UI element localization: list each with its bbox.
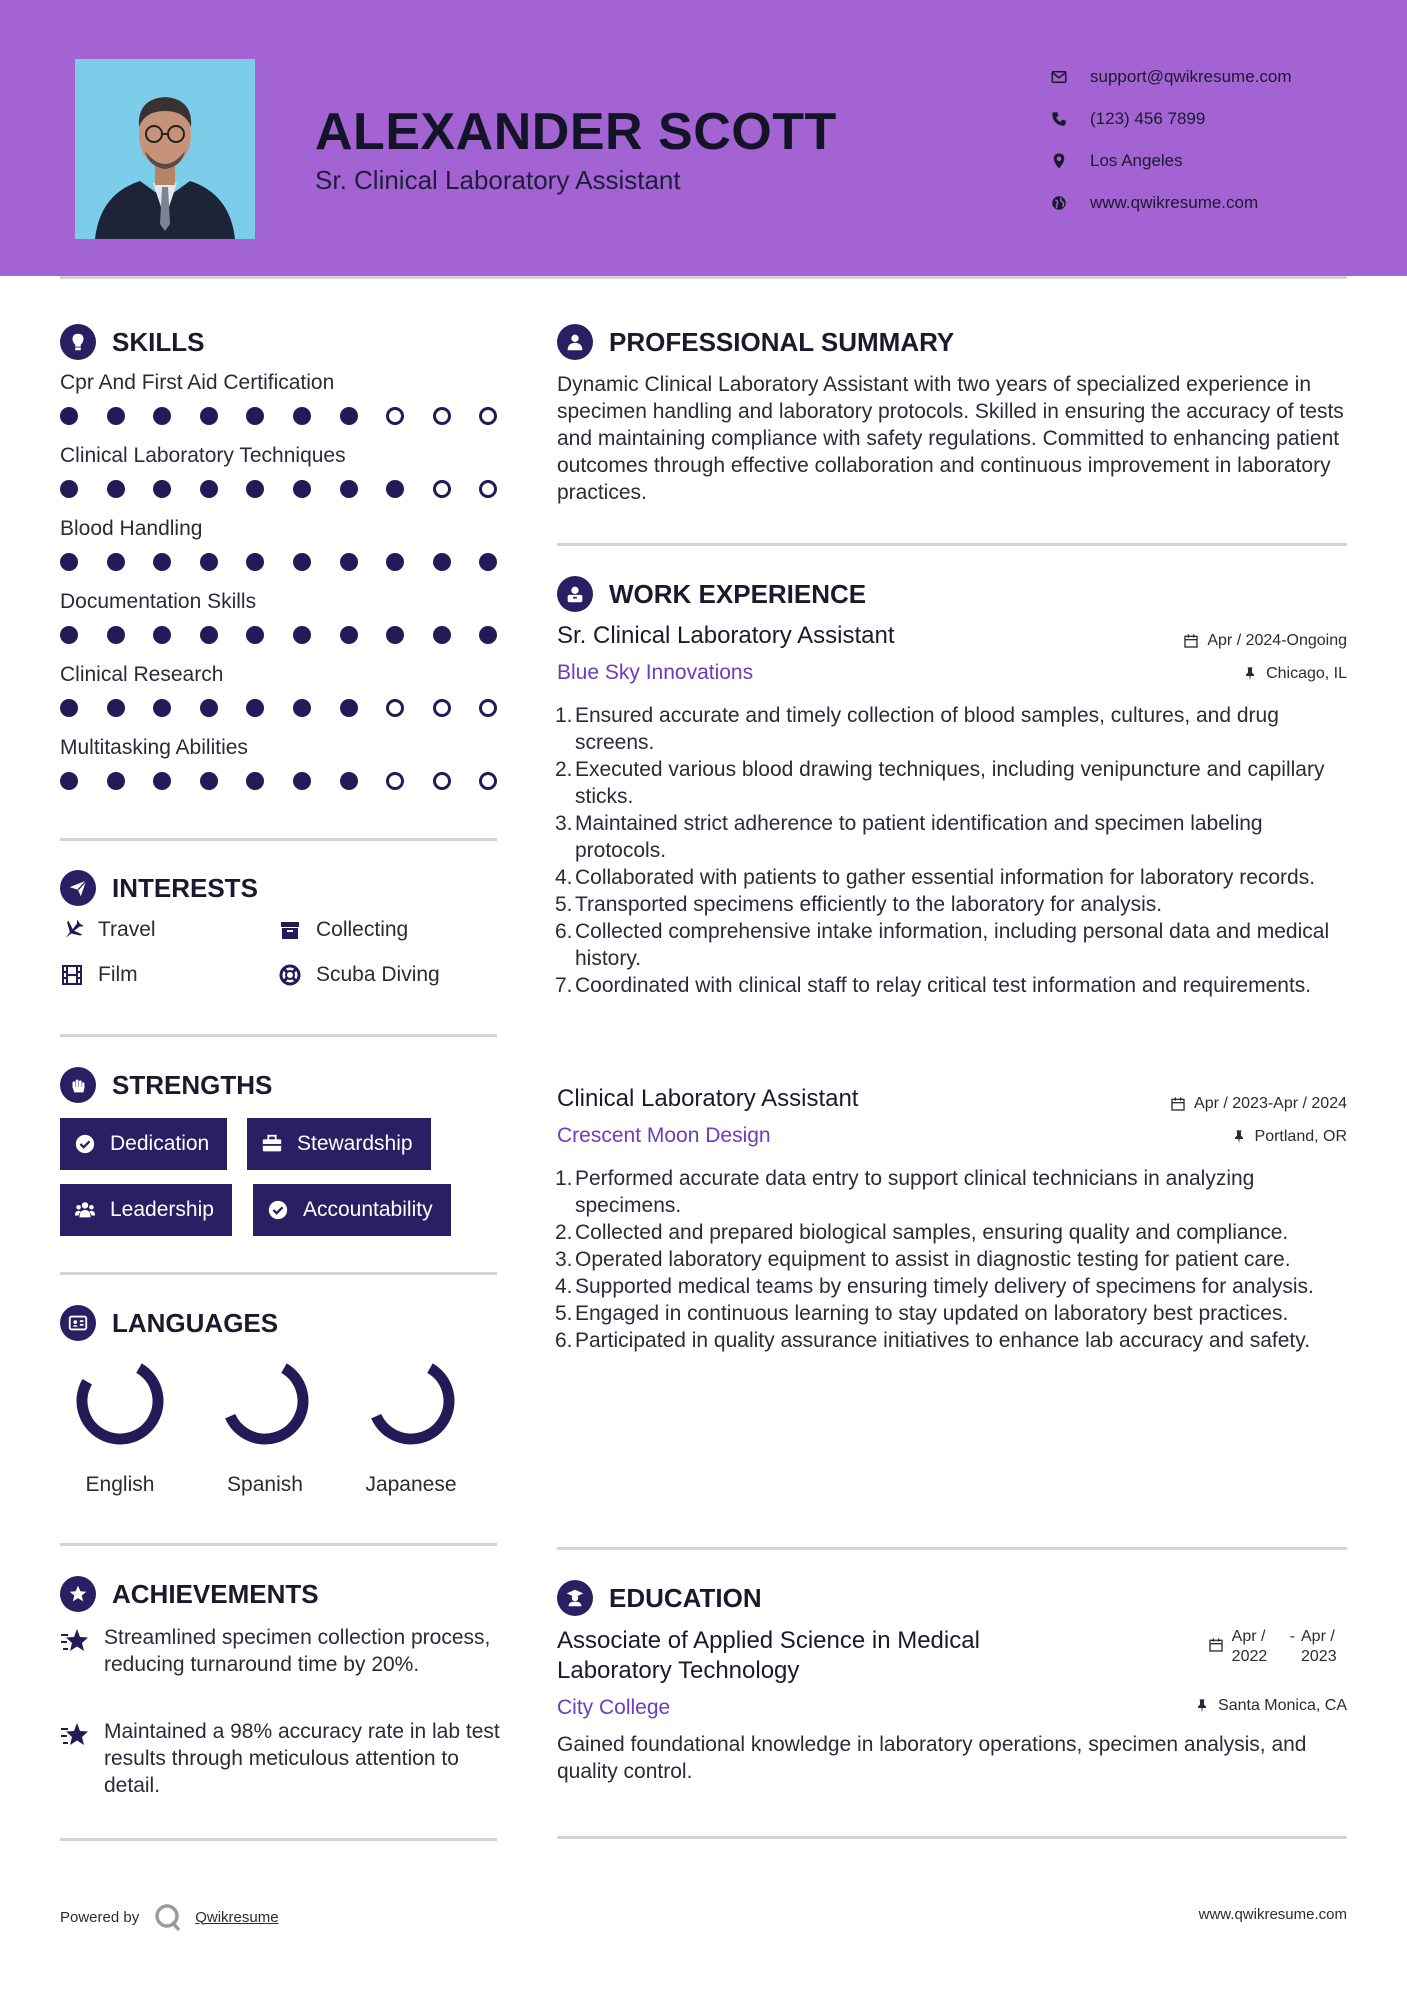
language-name: Japanese bbox=[365, 1473, 457, 1496]
achievement-item: Streamlined specimen collection process, reducing turnaround time by 20%. bbox=[60, 1624, 500, 1678]
skill-dot-filled bbox=[246, 407, 264, 425]
contact-email[interactable] bbox=[1050, 56, 1292, 98]
skill-dot-filled bbox=[340, 772, 358, 790]
skill-rating bbox=[60, 553, 526, 571]
skill-dot-filled bbox=[107, 407, 125, 425]
contact-phone[interactable] bbox=[1050, 98, 1292, 140]
job-bullet: 4. Collaborated with patients to gather essential information for laboratory records. bbox=[555, 866, 1316, 889]
map-marker-icon bbox=[1050, 152, 1068, 170]
header-banner bbox=[0, 0, 1407, 276]
contact-website[interactable] bbox=[1050, 182, 1292, 224]
skill-label: Clinical Research bbox=[60, 663, 224, 686]
education-degree: Associate of Applied Science in Medical Laboratory Technology bbox=[557, 1627, 980, 1684]
strength-dedication: Dedication bbox=[60, 1118, 227, 1170]
pin-icon bbox=[1194, 1698, 1210, 1714]
skill-dot-empty bbox=[386, 407, 404, 425]
skill-dot-filled bbox=[60, 480, 78, 498]
id-card-icon bbox=[67, 1312, 89, 1334]
education-description: Gained foundational knowledge in laboratory operations, specimen analysis, and quality control. bbox=[557, 1733, 1307, 1783]
contact-phone-text: (123) 456 7899 bbox=[1090, 109, 1206, 128]
skills-heading: SKILLS bbox=[60, 324, 204, 360]
skill-label: Multitasking Abilities bbox=[60, 736, 248, 759]
skill-dot-empty bbox=[479, 407, 497, 425]
pin-icon bbox=[1231, 1129, 1247, 1145]
skill-dot-filled bbox=[246, 626, 264, 644]
skill-dot-filled bbox=[246, 480, 264, 498]
job-location: Chicago, IL bbox=[1242, 665, 1347, 683]
skill-dot-filled bbox=[340, 553, 358, 571]
contact-email-text: support@qwikresume.com bbox=[1090, 67, 1292, 86]
skill-dot-filled bbox=[200, 772, 218, 790]
skill-dot-filled bbox=[433, 553, 451, 571]
skill-rating bbox=[60, 772, 526, 790]
language-item bbox=[205, 1353, 325, 1497]
skill-rating bbox=[60, 480, 526, 498]
skill-dot-filled bbox=[107, 553, 125, 571]
experience-divider bbox=[557, 1547, 1347, 1550]
skill-dot-filled bbox=[479, 626, 497, 644]
education-dates: Apr / 2022 - Apr / 2023 bbox=[1208, 1627, 1347, 1667]
skill-dot-empty bbox=[386, 772, 404, 790]
star-icon bbox=[60, 1626, 90, 1656]
skill-dot-filled bbox=[386, 480, 404, 498]
candidate-title: Sr. Clinical Laboratory Assistant bbox=[315, 165, 681, 195]
envelope-icon bbox=[1050, 68, 1068, 86]
star-badge-icon bbox=[67, 1583, 89, 1605]
skill-dot-filled bbox=[153, 626, 171, 644]
film-icon bbox=[60, 963, 84, 987]
skill-dot-filled bbox=[153, 772, 171, 790]
skill-dot-filled bbox=[386, 626, 404, 644]
education-school: City College bbox=[557, 1696, 671, 1719]
job-bullet: 4. Supported medical teams by ensuring timely delivery of specimens for analysis. bbox=[555, 1275, 1314, 1298]
contact-location bbox=[1050, 140, 1292, 182]
language-gauge-arc bbox=[359, 1353, 463, 1453]
calendar-icon bbox=[1170, 1096, 1186, 1112]
language-item bbox=[351, 1353, 471, 1497]
contact-website-text: www.qwikresume.com bbox=[1090, 193, 1259, 212]
pin-icon bbox=[1242, 666, 1258, 682]
skill-dot-empty bbox=[433, 407, 451, 425]
language-gauge-arc bbox=[213, 1353, 317, 1453]
star-icon bbox=[60, 1720, 90, 1750]
education-location: Santa Monica, CA bbox=[1194, 1697, 1347, 1715]
job-dates: Apr / 2023-Apr / 2024 bbox=[1170, 1095, 1347, 1113]
education-divider bbox=[557, 1836, 1347, 1839]
achievements-divider bbox=[60, 1838, 497, 1841]
skill-dot-filled bbox=[340, 626, 358, 644]
language-name: English bbox=[85, 1473, 155, 1496]
profile-photo bbox=[75, 59, 255, 239]
skill-dot-filled bbox=[293, 480, 311, 498]
job-dates: Apr / 2024-Ongoing bbox=[1183, 632, 1347, 650]
skill-dot-empty bbox=[433, 480, 451, 498]
footer-brand-link[interactable]: Qwikresume bbox=[195, 1908, 279, 1926]
skill-dot-filled bbox=[107, 772, 125, 790]
summary-heading: PROFESSIONAL SUMMARY bbox=[557, 324, 954, 360]
job-bullet: 6. Participated in quality assurance initiatives to enhance lab accuracy and safety. bbox=[555, 1329, 1311, 1352]
skill-rating bbox=[60, 626, 526, 644]
footer-powered-by: Powered by Qwikresume bbox=[60, 1902, 279, 1932]
experience-heading: WORK EXPERIENCE bbox=[557, 576, 866, 612]
skill-dot-filled bbox=[246, 553, 264, 571]
strengths-heading: STRENGTHS bbox=[60, 1067, 272, 1103]
job-bullet: 1. Performed accurate data entry to support clinical technicians in analyzing specimens. bbox=[555, 1167, 1255, 1217]
plane-icon bbox=[60, 918, 84, 942]
interest-collecting: Collecting bbox=[278, 918, 408, 942]
skill-dot-filled bbox=[60, 626, 78, 644]
job-bullet: 5. Engaged in continuous learning to stay updated on laboratory best practices. bbox=[555, 1302, 1289, 1325]
header-divider bbox=[60, 276, 1347, 279]
calendar-icon bbox=[1183, 633, 1199, 649]
job-bullet: 5. Transported specimens efficiently to the laboratory for analysis. bbox=[555, 893, 1163, 916]
language-item bbox=[60, 1353, 180, 1497]
user-icon bbox=[564, 331, 586, 353]
achievements-heading: ACHIEVEMENTS bbox=[60, 1576, 319, 1612]
skill-label: Documentation Skills bbox=[60, 590, 257, 613]
skill-dot-filled bbox=[433, 626, 451, 644]
job-bullets bbox=[555, 702, 1355, 999]
skill-dot-filled bbox=[340, 480, 358, 498]
candidate-name: ALEXANDER SCOTT bbox=[315, 103, 837, 161]
paper-plane-icon bbox=[67, 877, 89, 899]
skill-dot-filled bbox=[107, 699, 125, 717]
contact-list bbox=[1050, 56, 1292, 224]
interest-travel: Travel bbox=[60, 918, 156, 942]
skill-dot-filled bbox=[107, 480, 125, 498]
strength-leadership: Leadership bbox=[60, 1184, 232, 1236]
skill-dot-empty bbox=[479, 480, 497, 498]
users-icon bbox=[74, 1199, 96, 1221]
languages-heading: LANGUAGES bbox=[60, 1305, 278, 1341]
skill-dot-empty bbox=[479, 699, 497, 717]
strength-accountability: Accountability bbox=[253, 1184, 451, 1236]
briefcase-user-icon bbox=[564, 583, 586, 605]
briefcase-icon bbox=[261, 1133, 283, 1155]
skill-dot-filled bbox=[60, 699, 78, 717]
job-bullets bbox=[555, 1165, 1355, 1354]
skill-label: Blood Handling bbox=[60, 517, 203, 540]
strength-stewardship: Stewardship bbox=[247, 1118, 431, 1170]
achievement-item: Maintained a 98% accuracy rate in lab test results through meticulous attention to detail. bbox=[60, 1718, 500, 1799]
skill-dot-filled bbox=[153, 699, 171, 717]
skill-dot-empty bbox=[433, 699, 451, 717]
language-name: Spanish bbox=[227, 1473, 303, 1496]
skill-rating bbox=[60, 407, 526, 425]
calendar-icon bbox=[1208, 1637, 1224, 1653]
skill-dot-filled bbox=[293, 626, 311, 644]
skill-dot-filled bbox=[153, 553, 171, 571]
interests-heading: INTERESTS bbox=[60, 870, 258, 906]
skill-dot-empty bbox=[479, 772, 497, 790]
skill-dot-filled bbox=[386, 553, 404, 571]
language-gauge bbox=[65, 1353, 175, 1463]
skill-rating bbox=[60, 699, 526, 717]
interests-divider bbox=[60, 1034, 497, 1037]
interest-scuba-diving: Scuba Diving bbox=[278, 963, 440, 987]
skill-dot-filled bbox=[479, 553, 497, 571]
skill-dot-filled bbox=[246, 699, 264, 717]
job-location: Portland, OR bbox=[1231, 1128, 1347, 1146]
lightbulb-icon bbox=[67, 331, 89, 353]
contact-location-text: Los Angeles bbox=[1090, 151, 1183, 170]
skill-dot-filled bbox=[200, 480, 218, 498]
skill-dot-filled bbox=[60, 553, 78, 571]
skill-label: Clinical Laboratory Techniques bbox=[60, 444, 346, 467]
job-bullet: 6. Collected comprehensive intake information, including personal data and medical history. bbox=[555, 920, 1330, 970]
job-company: Crescent Moon Design bbox=[557, 1124, 771, 1147]
language-gauge-arc bbox=[68, 1353, 172, 1453]
job-bullet: 1. Ensured accurate and timely collection of blood samples, cultures, and drug screens. bbox=[555, 704, 1279, 754]
skill-dot-filled bbox=[340, 407, 358, 425]
skill-dot-empty bbox=[386, 699, 404, 717]
skill-dot-filled bbox=[107, 626, 125, 644]
job-bullet: 2. Executed various blood drawing techniques, including venipuncture and capillary sticks. bbox=[555, 758, 1325, 808]
skill-dot-filled bbox=[293, 772, 311, 790]
job-bullet: 3. Operated laboratory equipment to assist in diagnostic testing for patient care. bbox=[555, 1248, 1291, 1271]
skill-dot-filled bbox=[293, 699, 311, 717]
job-title: Sr. Clinical Laboratory Assistant bbox=[557, 622, 895, 649]
languages-divider bbox=[60, 1543, 497, 1546]
check-circle-icon bbox=[267, 1199, 289, 1221]
job-bullet: 3. Maintained strict adherence to patient identification and specimen labeling protocols. bbox=[555, 812, 1263, 862]
skill-dot-filled bbox=[246, 772, 264, 790]
skill-dot-filled bbox=[200, 626, 218, 644]
skill-dot-filled bbox=[60, 407, 78, 425]
graduate-icon bbox=[564, 1587, 586, 1609]
skill-dot-filled bbox=[340, 699, 358, 717]
education-heading: EDUCATION bbox=[557, 1580, 762, 1616]
qwikresume-logo-icon bbox=[153, 1902, 183, 1932]
phone-icon bbox=[1050, 110, 1068, 128]
skills-divider bbox=[60, 838, 497, 841]
skill-dot-empty bbox=[433, 772, 451, 790]
job-title: Clinical Laboratory Assistant bbox=[557, 1085, 859, 1112]
skill-label: Cpr And First Aid Certification bbox=[60, 371, 335, 394]
summary-divider bbox=[557, 543, 1347, 546]
archive-icon bbox=[278, 918, 302, 942]
fist-icon bbox=[67, 1074, 89, 1096]
summary-text: Dynamic Clinical Laboratory Assistant with two years of specialized experience in specimen handling and laboratory protocols. Skilled in ensuring the accuracy of tests and maintaining compliance with safety regulations. Committed to enhancing patient outcomes through effective collaboration and continuous improvement in laboratory practices. bbox=[557, 373, 1344, 504]
life-ring-icon bbox=[278, 963, 302, 987]
skill-dot-filled bbox=[200, 407, 218, 425]
job-bullet: 2. Collected and prepared biological samples, ensuring quality and compliance. bbox=[555, 1221, 1289, 1244]
job-bullet: 7. Coordinated with clinical staff to relay critical test information and requirements. bbox=[555, 974, 1312, 997]
strengths-divider bbox=[60, 1272, 497, 1275]
skill-dot-filled bbox=[293, 553, 311, 571]
skill-dot-filled bbox=[153, 480, 171, 498]
skill-dot-filled bbox=[293, 407, 311, 425]
check-circle-icon bbox=[74, 1133, 96, 1155]
interest-film: Film bbox=[60, 963, 138, 987]
skill-dot-filled bbox=[60, 772, 78, 790]
skill-dot-filled bbox=[153, 407, 171, 425]
language-gauge bbox=[356, 1353, 466, 1463]
job-company: Blue Sky Innovations bbox=[557, 661, 754, 684]
globe-icon bbox=[1050, 194, 1068, 212]
footer-website[interactable]: www.qwikresume.com bbox=[1198, 1906, 1347, 1923]
language-gauge bbox=[210, 1353, 320, 1463]
skill-dot-filled bbox=[200, 553, 218, 571]
skill-dot-filled bbox=[200, 699, 218, 717]
